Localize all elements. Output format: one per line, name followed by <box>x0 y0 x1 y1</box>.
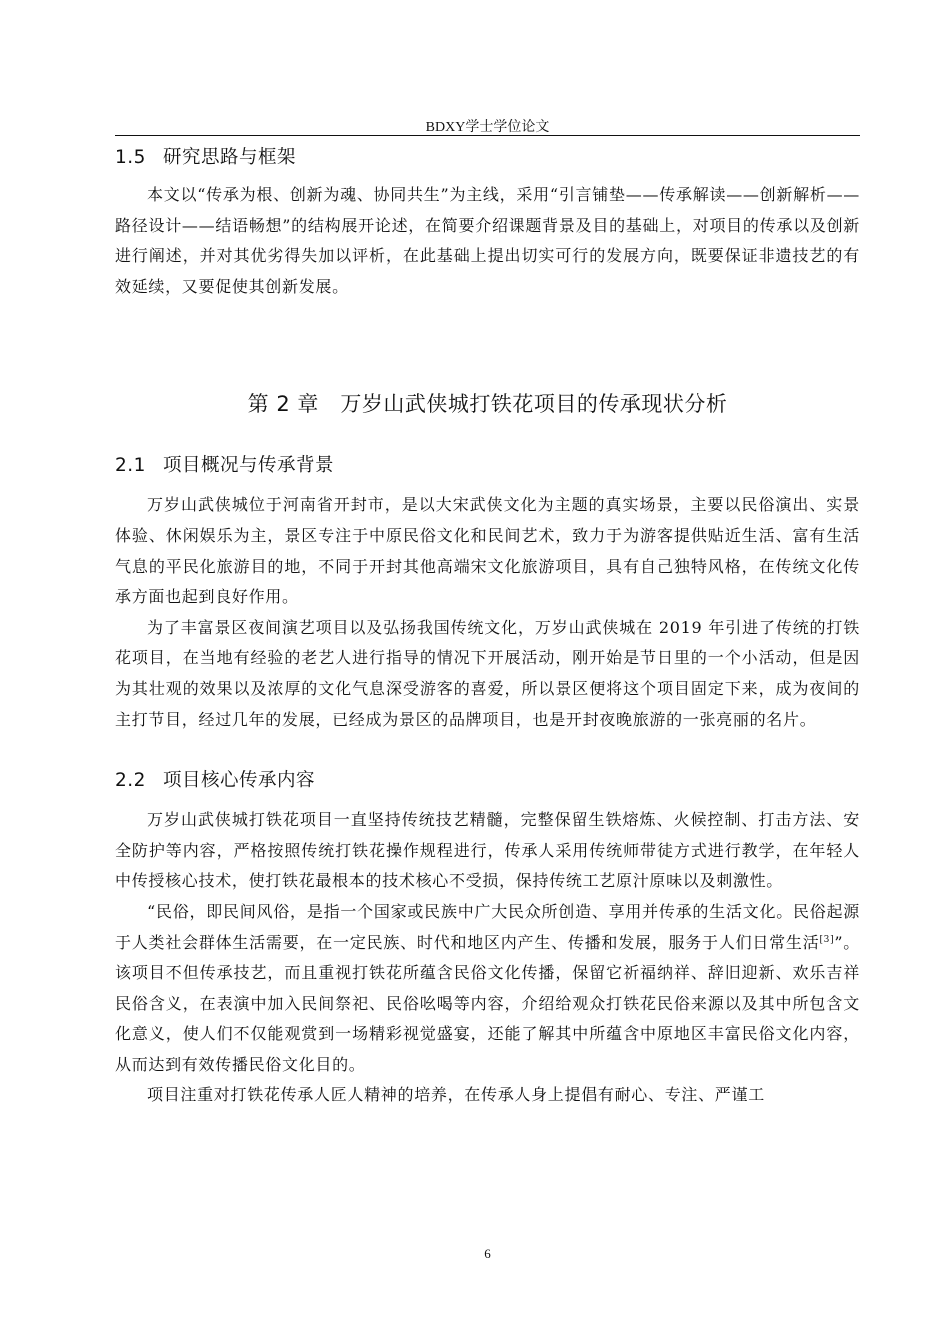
section-title: 项目核心传承内容 <box>163 770 316 792</box>
paragraph: 项目注重对打铁花传承人匠人精神的培养，在传承人身上提倡有耐心、专注、严谨工 <box>147 1085 765 1105</box>
running-header: BDXY学士学位论文 <box>425 120 550 135</box>
section-number: 2.1 <box>115 455 146 477</box>
quote-text-after: ”。该项目不但传承技艺，而且重视打铁花所蕴含民俗文化传播，保留它祈福纳祥、辞旧迎新、欢乐吉祥民俗含义，在表演中加入民间祭祀、民俗吆喝等内容，介绍给观众打铁花民俗来源以及其中所包含文化意义，使人们不仅能观赏到一场精彩视觉盛宴，还能了解其中所蕴含中原地区丰富民俗文化内容，从而达到有效传播民俗文化目的。 <box>115 932 860 1074</box>
section-title: 项目概况与传承背景 <box>163 455 335 477</box>
paragraph: 万岁山武侠城打铁花项目一直坚持传统技艺精髓，完整保留生铁熔炼、火候控制、打击方法、安全防护等内容，严格按照传统打铁花操作规程进行，传承人采用传统师带徒方式进行教学，在年轻人中传授核心技术，使打铁花最根本的技术核心不受损，保持传统工艺原汁原味以及刺激性。 <box>115 810 860 891</box>
section-title: 研究思路与框架 <box>163 147 297 168</box>
header-rule <box>115 135 860 136</box>
page-body <box>115 140 860 1111</box>
quote-text-before: “民俗，即民间风俗，是指一个国家或民族中广大民众所创造、享用并传承的生活文化。民俗起源于人类社会群体生活需要，在一定民族、时代和地区内产生、传播和发展，服务于人们日常生活 <box>115 901 860 952</box>
section-number: 1.5 <box>115 147 146 168</box>
section-heading-2-2 <box>115 765 860 797</box>
page-number: 6 <box>484 1246 491 1261</box>
paragraph: 本文以“传承为根、创新为魂、协同共生”为主线，采用“引言铺垫——传承解读——创新解析——路径设计——结语畅想”的结构展开论述，在简要介绍课题背景及目的基础上，对项目的传承以及创新进行阐述，并对其优劣得失加以评析，在此基础上提出切实可行的发展方向，既要保证非遗技艺的有效延续，又要促使其创新发展。 <box>115 185 860 296</box>
section-heading-2-1 <box>115 450 860 482</box>
section-heading-1-5 <box>115 142 860 174</box>
paragraph: 万岁山武侠城位于河南省开封市，是以大宋武侠文化为主题的真实场景，主要以民俗演出、实景体验、休闲娱乐为主，景区专注于中原民俗文化和民间艺术，致力于为游客提供贴近生活、富有生活气息的平民化旅游目的地，不同于开封其他高端宋文化旅游项目，具有自己独特风格，在传统文化传承方面也起到良好作用。 <box>115 495 860 607</box>
quote-paragraph <box>115 897 860 1081</box>
section-number: 2.2 <box>115 770 146 792</box>
citation-ref: [3] <box>819 934 835 945</box>
chapter-title: 第 2 章 万岁山武侠城打铁花项目的传承现状分析 <box>247 392 728 417</box>
paragraph: 为了丰富景区夜间演艺项目以及弘扬我国传统文化，万岁山武侠城在 2019 年引进了传统的打铁花项目，在当地有经验的老艺人进行指导的情况下开展活动，刚开始是节日里的一个小活动，但是因为其壮观的效果以及浓厚的文化气息深受游客的喜爱，所以景区便将这个项目固定下来，成为夜间的主打节目，经过几年的发展，已经成为景区的品牌项目，也是开封夜晚旅游的一张亮丽的名片。 <box>115 617 860 729</box>
